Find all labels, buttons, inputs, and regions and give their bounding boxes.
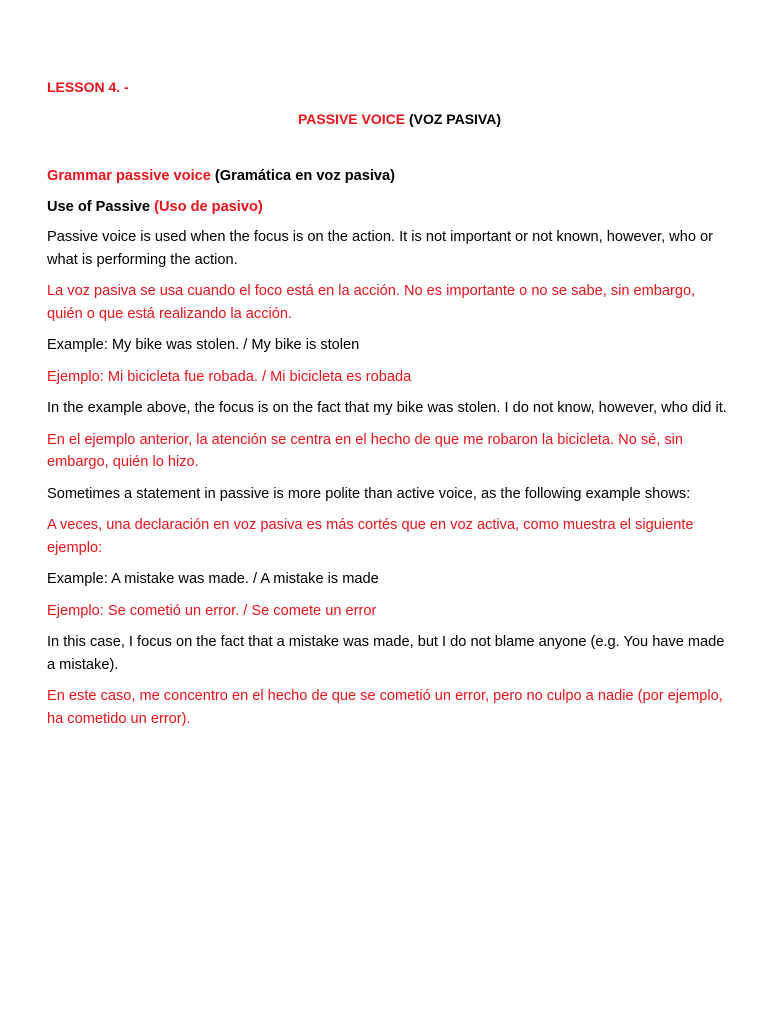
example-bike-spanish: Ejemplo: Mi bicicleta fue robada. / Mi bicicleta es robada	[47, 368, 412, 385]
grammar-heading-english: Grammar passive voice	[47, 168, 211, 184]
paragraph-focus-spanish: En el ejemplo anterior, la atención se centra en el hecho de que me robaron la bicicleta. No sé, sin embargo, quién lo hizo.	[47, 431, 684, 470]
example-bike: Example: My bike was stolen. / My bike is stolen	[47, 337, 360, 353]
grammar-heading	[47, 165, 727, 188]
paragraph-focus: In the example above, the focus is on the fact that my bike was stolen. I do not know, however, who did it.	[47, 400, 727, 416]
paragraph-definition-spanish: La voz pasiva se usa cuando el foco está en la acción. No es importante o no se sabe, sin embargo, quién o que está realizando la acción.	[47, 283, 696, 322]
grammar-heading-spanish: (Gramática en voz pasiva)	[210, 168, 395, 184]
example-mistake-spanish-label: Ejemplo:	[47, 602, 104, 619]
use-heading-spanish: (Uso de pasivo)	[150, 198, 263, 215]
example-mistake: Example: A mistake was made. / A mistake is made	[47, 571, 379, 587]
paragraph-polite: Sometimes a statement in passive is more polite than active voice, as the following example shows:	[47, 485, 691, 502]
paragraph-blame: In this case, I focus on the fact that a mistake was made, but I do not blame anyone (e.g. You have made a mistake).	[47, 634, 725, 673]
lesson-label: LESSON 4. -	[47, 79, 129, 95]
paragraph-definition: Passive voice is used when the focus is on the action. It is not important or not known, however, who or what is performing the action.	[47, 229, 713, 268]
title-english: PASSIVE VOICE	[297, 111, 406, 127]
use-heading-english: Use of Passive	[47, 198, 151, 215]
title-spanish: (VOZ PASIVA)	[405, 111, 502, 127]
use-heading	[47, 196, 727, 219]
example-mistake-spanish-text: Se cometió un error. / Se comete un error	[103, 602, 377, 619]
paragraph-polite-spanish: A veces, una declaración en voz pasiva es más cortés que en voz activa, como muestra el siguiente ejemplo:	[47, 517, 694, 556]
paragraph-blame-spanish: En este caso, me concentro en el hecho de que se cometió un error, pero no culpo a nadie (por ejemplo, ha cometido un error).	[47, 688, 723, 727]
page-title	[47, 109, 728, 129]
example-mistake-spanish	[47, 600, 727, 623]
